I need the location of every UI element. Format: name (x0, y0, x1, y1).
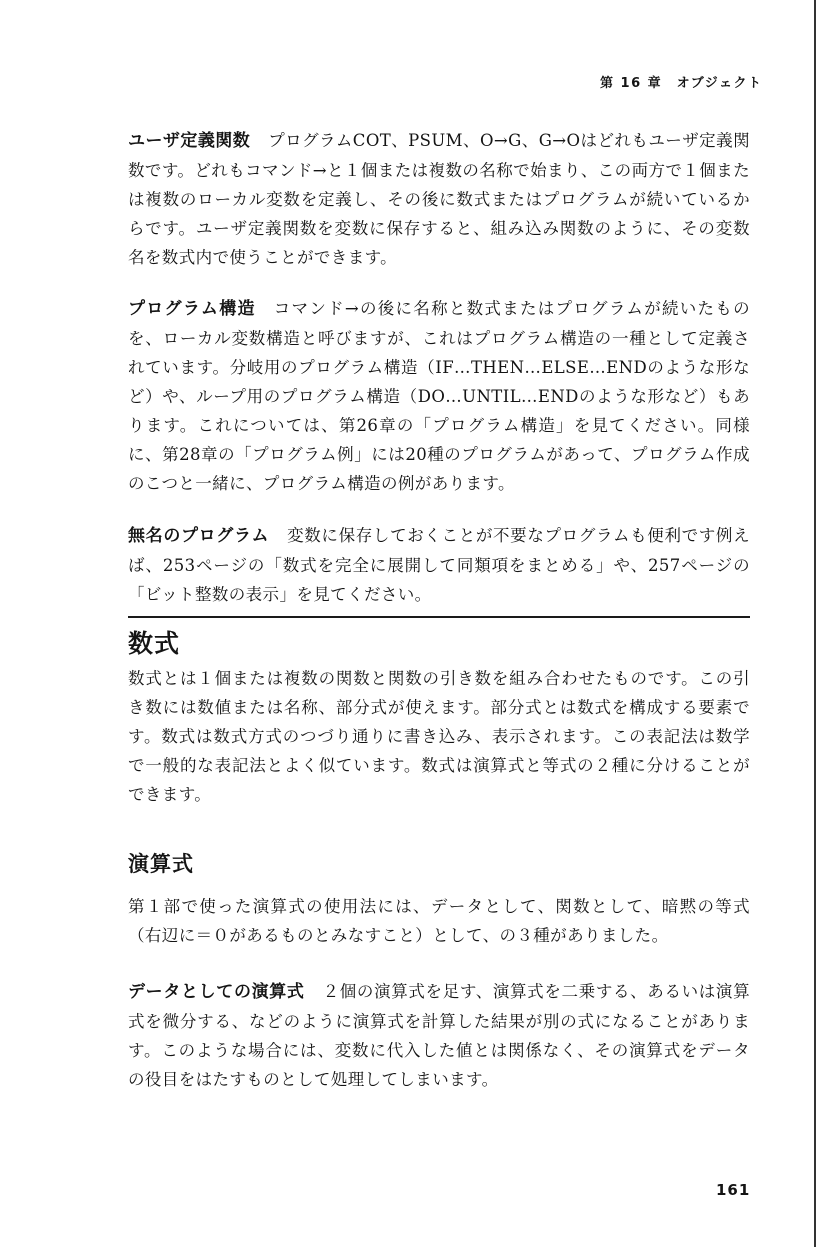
page-edge-line (814, 0, 816, 1247)
paragraph-program-structure (128, 294, 750, 498)
paragraph-data-as-expression (128, 977, 750, 1094)
paragraph-user-defined-functions (128, 126, 750, 272)
section-title-expressions: 数式 (128, 629, 181, 658)
term-unnamed-program: 無名のプログラム (128, 526, 270, 546)
term-user-defined-functions: ユーザ定義関数 (128, 131, 251, 151)
body-unnamed-program: 変数に保存しておくことが不要なプログラムも便利です例えば、253ページの「数式を完全に展開して同類項をまとめる」や、257ページの「ビット整数の表示」を見てください。 (128, 526, 750, 604)
term-data-as-expression: データとしての演算式 (128, 982, 305, 1002)
body-user-defined-functions: プログラムCOT、PSUM、O→G、G→Oはどれもユーザ定義関数です。どれもコマンド→と１個または複数の名称で始まり、この両方で１個または複数のローカル変数を定義し、その後に数式またはプログラムが続いているからです。ユーザ定義関数を変数に保存すると、組み込み関数のように、その変数名を数式内で使うことができます。 (128, 131, 750, 267)
paragraph-expressions-intro: 数式とは１個または複数の関数と関数の引き数を組み合わせたものです。この引き数には数値または名称、部分式が使えます。部分式とは数式を構成する要素です。数式は数式方式のつづり通りに書き込み、表示されます。この表記法は数学で一般的な表記法とよく似ています。数式は演算式と等式の２種に分けることができます。 (128, 669, 750, 804)
running-header: 第 16 章 オブジェクト (600, 76, 763, 91)
subsection-title-algebraics: 演算式 (128, 852, 194, 876)
body-program-structure: コマンド→の後に名称と数式またはプログラムが続いたものを、ローカル変数構造と呼びますが、これはプログラム構造の一種として定義されています。分岐用のプログラム構造（IF…THEN…ELSE…ENDのような形など）や、ループ用のプログラム構造（DO…UNTIL…ENDのような形など）もあります。これについては、第26章の「プログラム構造」を見てください。同様に、第28章の「プログラム例」には20種のプログラムがあって、プログラム作成のこつと一緒に、プログラム構造の例があります。 (128, 299, 750, 493)
body-data-as-expression: ２個の演算式を足す、演算式を二乗する、あるいは演算式を微分する、などのように演算式を計算した結果が別の式になることがあります。このような場合には、変数に代入した値とは関係なく、その演算式をデータの役目をはたすものとして処理してしまいます。 (128, 982, 750, 1089)
section-divider (128, 616, 750, 618)
page-number: 161 (716, 1181, 751, 1199)
term-program-structure: プログラム構造 (128, 299, 256, 319)
paragraph-algebraics-intro: 第１部で使った演算式の使用法には、データとして、関数として、暗黙の等式（右辺に＝０があるものとみなすこと）として、の３種がありました。 (128, 897, 750, 945)
paragraph-unnamed-program (128, 521, 750, 609)
